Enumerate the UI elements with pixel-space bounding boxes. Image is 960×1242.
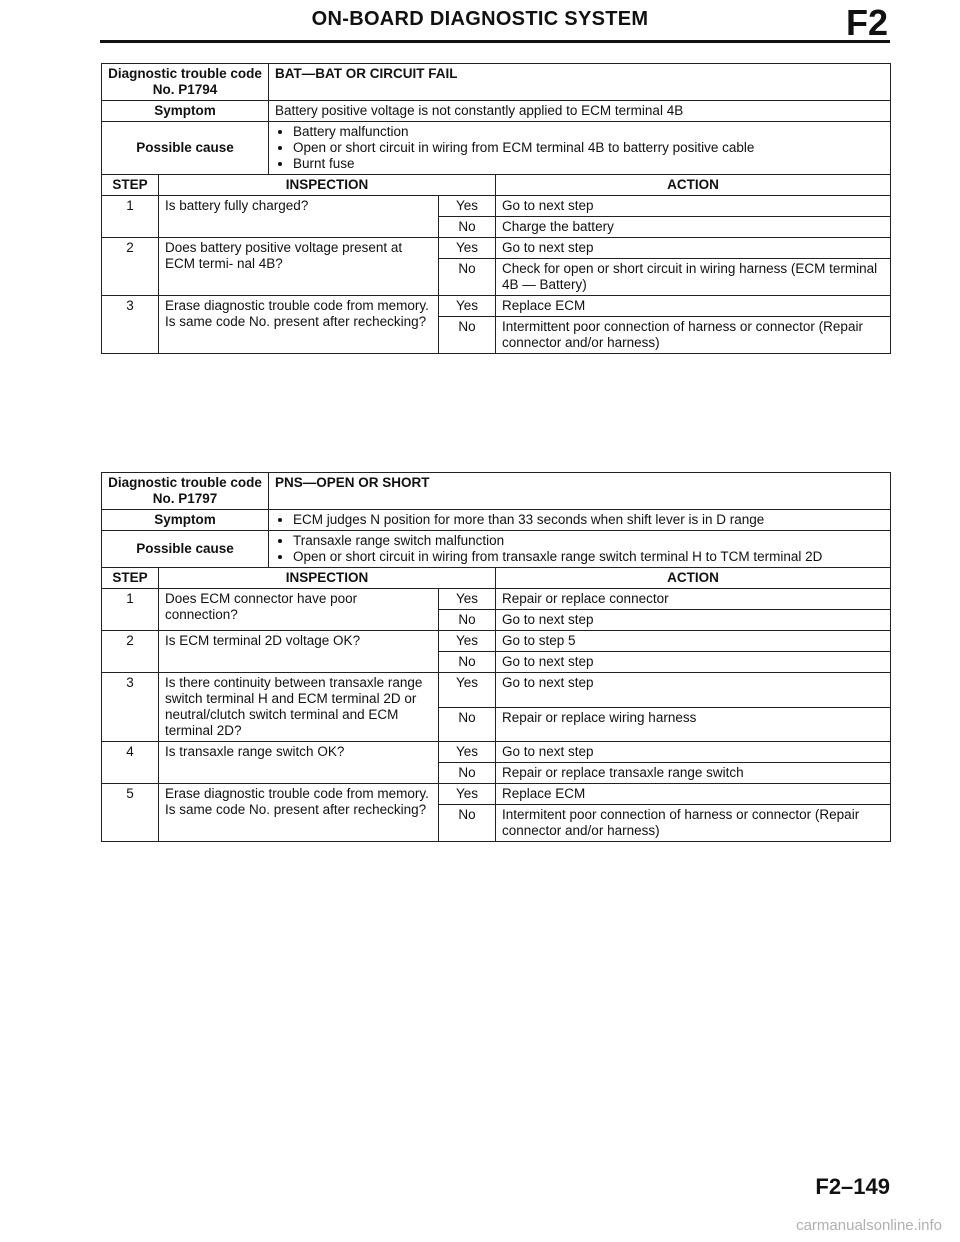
step-number: 2 bbox=[102, 238, 159, 296]
page-number: F2–149 bbox=[815, 1174, 890, 1199]
step-number: 1 bbox=[102, 196, 159, 238]
yes-action: Replace ECM bbox=[496, 296, 891, 317]
no-label: No bbox=[439, 652, 496, 673]
no-label: No bbox=[439, 805, 496, 842]
yes-label: Yes bbox=[439, 742, 496, 763]
symptom-list bbox=[275, 512, 884, 528]
no-action: Check for open or short circuit in wiring harness (ECM terminal 4B — Battery) bbox=[496, 259, 891, 296]
step-number: 1 bbox=[102, 589, 159, 631]
cause-list-cell bbox=[269, 531, 891, 568]
inspection-header: INSPECTION bbox=[159, 568, 496, 589]
cause-item: • Transaxle range switch malfunction bbox=[293, 533, 884, 549]
yes-label: Yes bbox=[439, 673, 496, 708]
no-action: Intermittent poor connection of harness or connector (Repair connector and/or harness) bbox=[496, 317, 891, 354]
symptom-label: Symptom bbox=[102, 101, 269, 122]
step-number: 3 bbox=[102, 296, 159, 354]
yes-action: Go to next step bbox=[496, 673, 891, 708]
header-rule bbox=[100, 40, 890, 43]
cause-item: • Open or short circuit in wiring from ECM terminal 4B to batterry positive cable bbox=[293, 140, 884, 156]
dtc-table-p1797 bbox=[101, 472, 891, 842]
section-code: F2 bbox=[845, 2, 888, 43]
dtc-code-label: Diagnostic trouble code No. P1797 bbox=[102, 473, 269, 510]
dtc-title: BAT—BAT OR CIRCUIT FAIL bbox=[269, 64, 891, 101]
yes-action: Go to step 5 bbox=[496, 631, 891, 652]
yes-label: Yes bbox=[439, 296, 496, 317]
yes-label: Yes bbox=[439, 196, 496, 217]
no-label: No bbox=[439, 217, 496, 238]
no-label: No bbox=[439, 610, 496, 631]
step-number: 4 bbox=[102, 742, 159, 784]
no-label: No bbox=[439, 707, 496, 742]
step-inspection: Is battery fully charged? bbox=[159, 196, 439, 238]
dtc-title: PNS—OPEN OR SHORT bbox=[269, 473, 891, 510]
action-header: ACTION bbox=[496, 568, 891, 589]
step-inspection: Does battery positive voltage present at ECM termi- nal 4B? bbox=[159, 238, 439, 296]
cause-list-cell bbox=[269, 122, 891, 175]
yes-action: Go to next step bbox=[496, 196, 891, 217]
yes-label: Yes bbox=[439, 238, 496, 259]
no-action: Go to next step bbox=[496, 652, 891, 673]
symptom-text: • ECM judges N position for more than 33 seconds when shift lever is in D range bbox=[293, 512, 884, 528]
yes-label: Yes bbox=[439, 784, 496, 805]
step-inspection: Is there continuity between transaxle range switch terminal H and ECM terminal 2D or neutral/clutch switch terminal and ECM terminal 2D? bbox=[159, 673, 439, 742]
yes-action: Go to next step bbox=[496, 238, 891, 259]
step-number: 3 bbox=[102, 673, 159, 742]
dtc-code-label: Diagnostic trouble code No. P1794 bbox=[102, 64, 269, 101]
cause-item: • Battery malfunction bbox=[293, 124, 884, 140]
page-title: ON-BOARD DIAGNOSTIC SYSTEM bbox=[311, 8, 649, 30]
cause-item: • Burnt fuse bbox=[293, 156, 884, 172]
step-inspection: Erase diagnostic trouble code from memory. Is same code No. present after rechecking? bbox=[159, 296, 439, 354]
cause-label: Possible cause bbox=[102, 531, 269, 568]
no-label: No bbox=[439, 317, 496, 354]
action-header: ACTION bbox=[496, 175, 891, 196]
dtc-table-p1794 bbox=[101, 63, 891, 354]
symptom-text: Battery positive voltage is not constantly applied to ECM terminal 4B bbox=[269, 101, 891, 122]
yes-label: Yes bbox=[439, 589, 496, 610]
yes-label: Yes bbox=[439, 631, 496, 652]
step-number: 5 bbox=[102, 784, 159, 842]
no-action: Intermitent poor connection of harness or connector (Repair connector and/or harness) bbox=[496, 805, 891, 842]
symptom-label: Symptom bbox=[102, 510, 269, 531]
no-action: Go to next step bbox=[496, 610, 891, 631]
cause-label: Possible cause bbox=[102, 122, 269, 175]
no-action: Repair or replace transaxle range switch bbox=[496, 763, 891, 784]
step-inspection: Is transaxle range switch OK? bbox=[159, 742, 439, 784]
symptom-cell bbox=[269, 510, 891, 531]
yes-action: Go to next step bbox=[496, 742, 891, 763]
cause-item: • Open or short circuit in wiring from transaxle range switch terminal H to TCM terminal 2D bbox=[293, 549, 884, 565]
yes-action: Replace ECM bbox=[496, 784, 891, 805]
no-label: No bbox=[439, 259, 496, 296]
step-inspection: Erase diagnostic trouble code from memory. Is same code No. present after rechecking? bbox=[159, 784, 439, 842]
no-action: Repair or replace wiring harness bbox=[496, 707, 891, 742]
step-number: 2 bbox=[102, 631, 159, 673]
yes-action: Repair or replace connector bbox=[496, 589, 891, 610]
step-header: STEP bbox=[102, 175, 159, 196]
cause-list bbox=[275, 124, 884, 172]
no-label: No bbox=[439, 763, 496, 784]
step-inspection: Is ECM terminal 2D voltage OK? bbox=[159, 631, 439, 673]
inspection-header: INSPECTION bbox=[159, 175, 496, 196]
no-action: Charge the battery bbox=[496, 217, 891, 238]
cause-list bbox=[275, 533, 884, 565]
step-inspection: Does ECM connector have poor connection? bbox=[159, 589, 439, 631]
watermark: carmanualsonline.info bbox=[796, 1217, 942, 1234]
step-header: STEP bbox=[102, 568, 159, 589]
